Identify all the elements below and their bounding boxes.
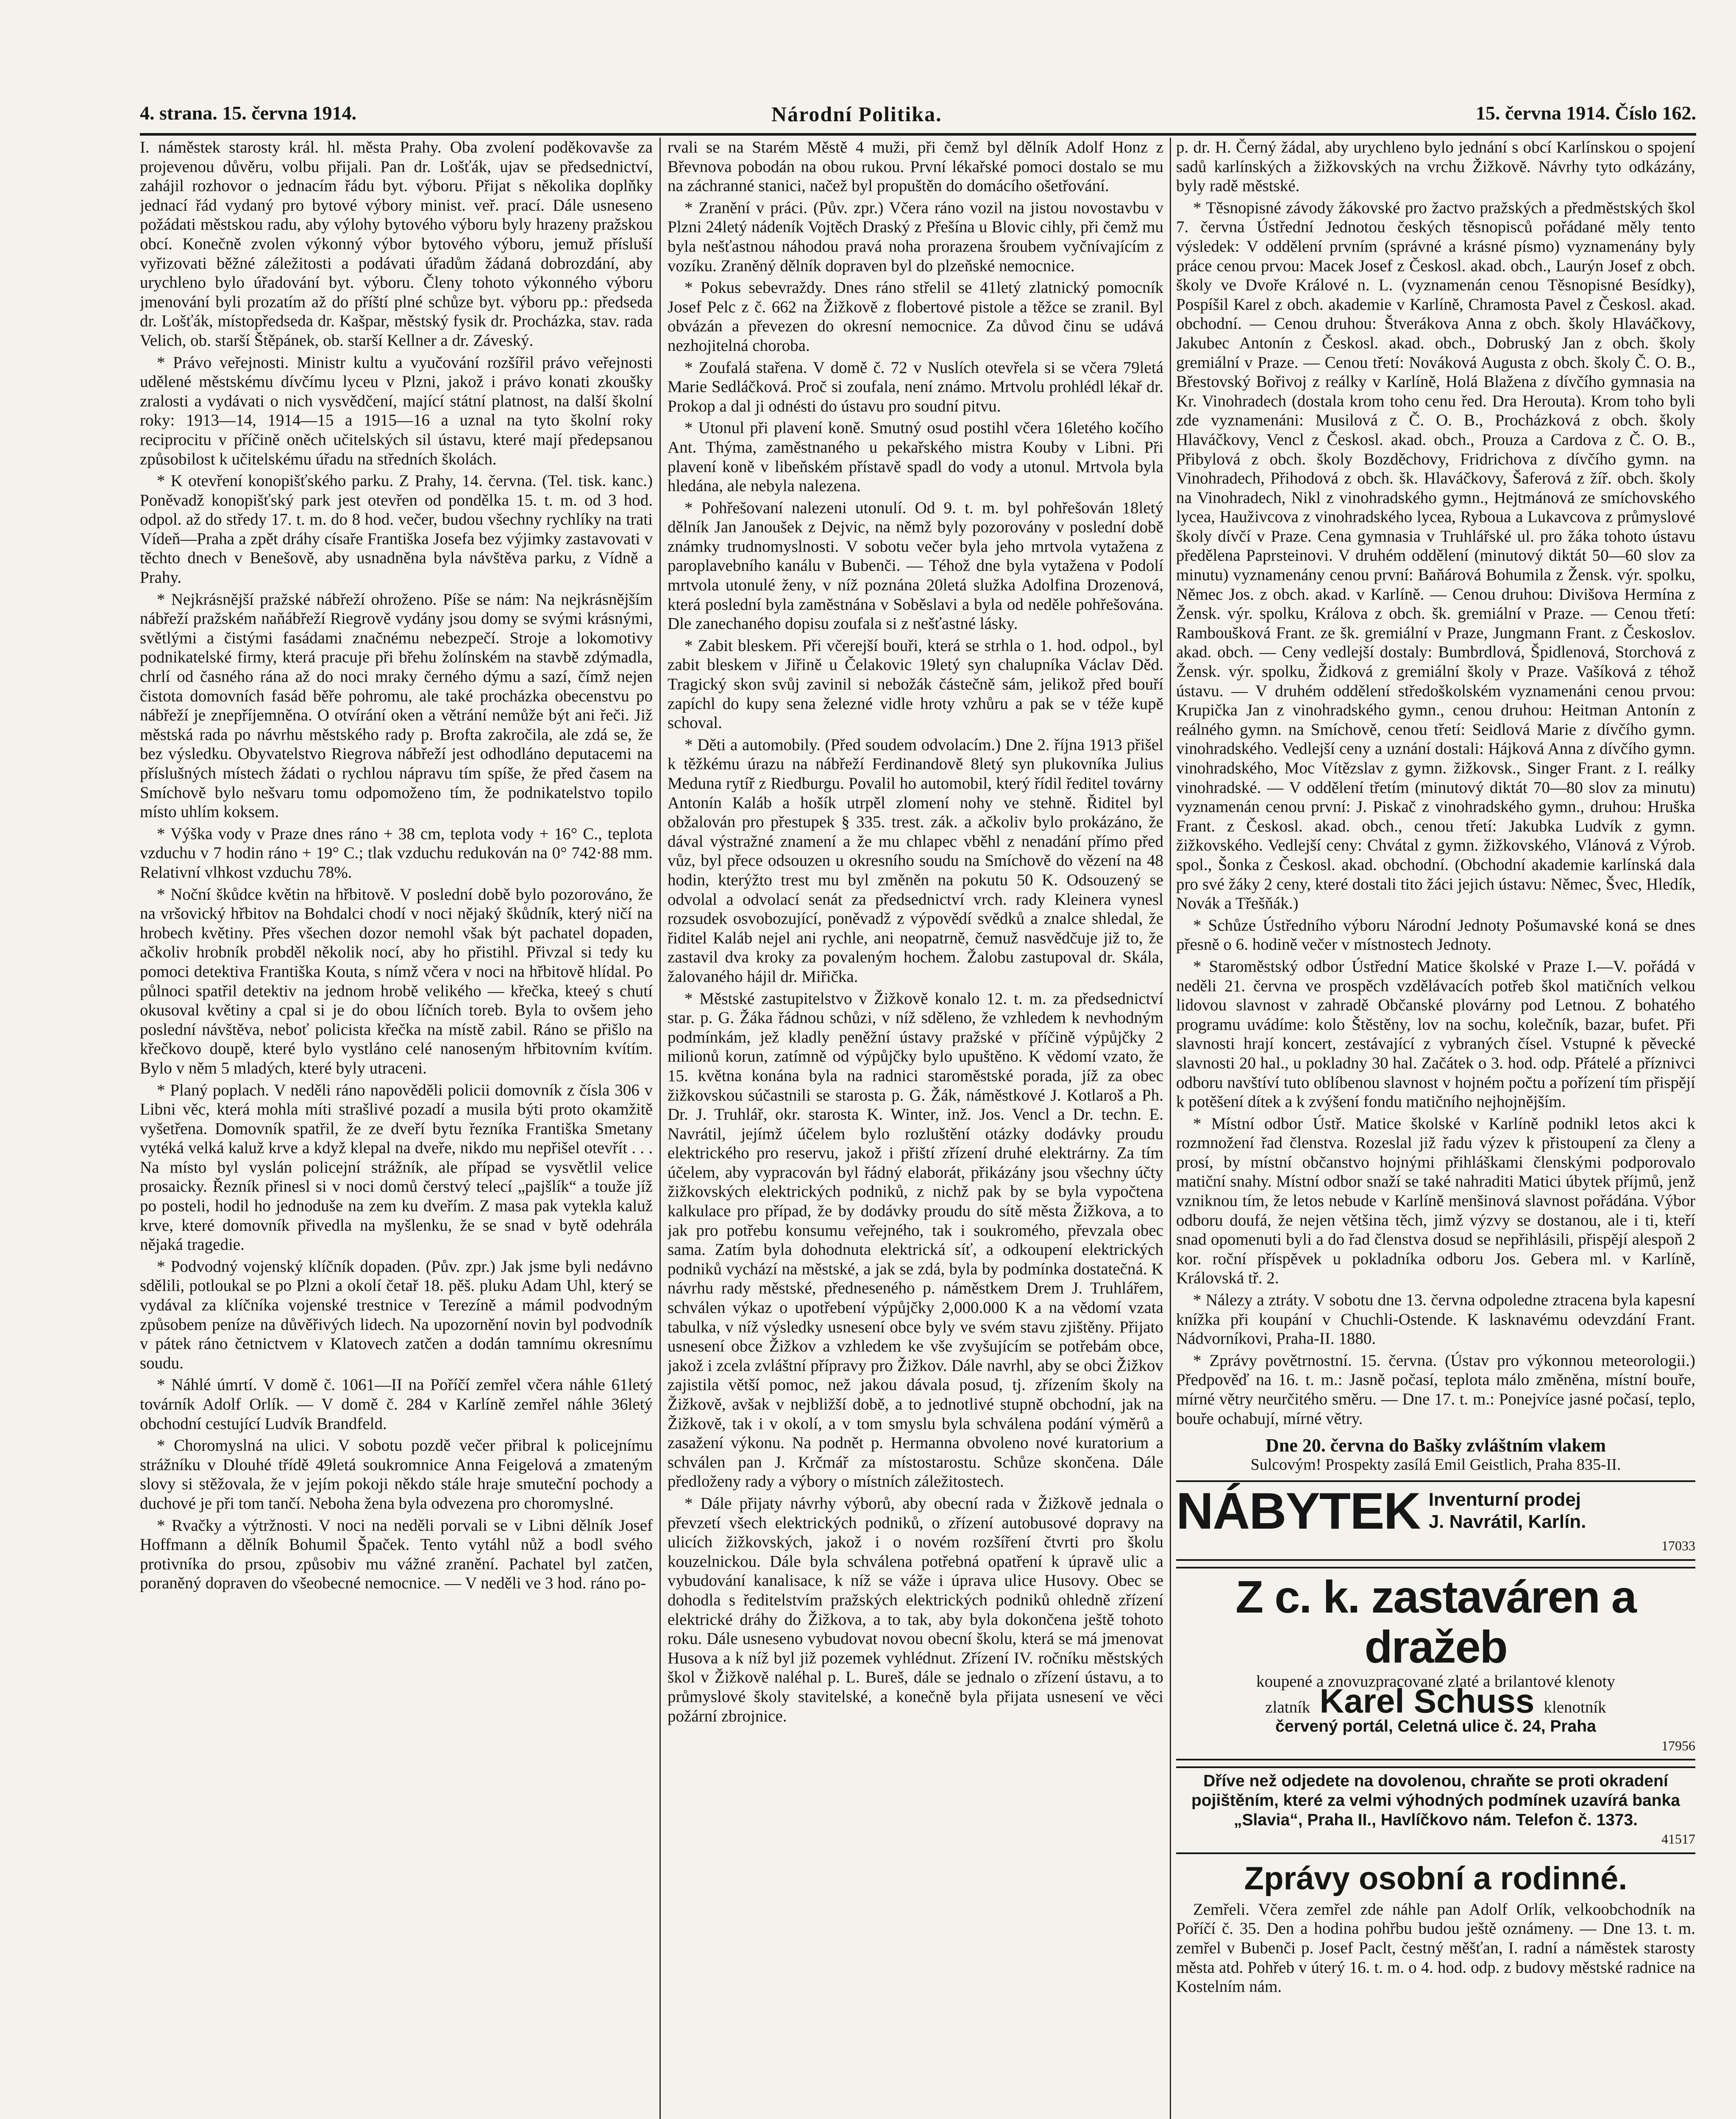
article: * Dále přijaty návrhy výborů, aby obecní rada v Žižkově jednala o převzetí všech elektrických podniků, o zřízení autobusové dopravy na ulicích žižkovských, jakož i o novém rozšíření čtvrti pro školu kouzelnickou. Dále byla schválena potřebná opatření k úpravě ulic a vybudování kanalisace, k níž se váže i úprava ulice Husovy. Obec se dohodla s ředitelstvím pražských elektrických podniků ohledně zřízení elektrické dráhy do Žižkova, a to tak, aby byla dokončena ještě tohoto roku. Dále usneseno vybudovat novou obecní školu, která se má jmenovat Husova a k níž byl již pozemek vyhlédnut. Zřízení IV. ročníku městských škol v Žižkově naléhal p. L. Bureš, dále se jednalo o zřízení ústavu, a to průmyslové školy stavitelské, a konečně byla přijata usnesení ve věci požární zbrojnice. <box>668 1494 1163 1725</box>
article: p. dr. H. Černý žádal, aby urychleno bylo jednání s obcí Karlínskou o spojení sadů karlínských a žižkovských na vrchu Žižkově. Návrhy tyto odkázány, byly radě městské. <box>1176 138 1695 195</box>
article: * Staroměstský odbor Ústřední Matice školské v Praze I.—V. pořádá v neděli 21. června ve prospěch vzdělávacích potřeb škol matičních velkou lidovou slavnost v zahradě Občanské plovárny pod Letnou. Z bohatého programu uvádíme: kolo Štěstěny, lov na sochu, kolečník, bazar, bufet. Při slavnosti hrají koncert, zestávající z vybraných čísel. Vstupné k pěvecké slavnosti 20 hal., u pokladny 30 hal. Začátek o 3. hod. odp. Přátelé a příznivci odboru navštíví tuto oblíbenou slavnost v hojném počtu a pořízení tím přispějí k potěšení dítek a k zvýšení fondu matičního nejhojnějším. <box>1176 957 1695 1111</box>
article: * Schůze Ústředního výboru Národní Jednoty Pošumavské koná se dnes přesně o 6. hodině večer v místnostech Jednoty. <box>1176 916 1695 954</box>
ad-schuss-name: Karel Schuss <box>1319 1682 1535 1720</box>
column-divider <box>1170 138 1171 2119</box>
header-right: 15. června 1914. Číslo 162. <box>1475 102 1696 124</box>
article: * Výška vody v Praze dnes ráno + 38 cm, teplota vody + 16° C., teplota vzduchu v 7 hodin ráno + 19° C.; tlak vzduchu redukován na 0° 742·88 mm. Relativní vlhkost vzduchu 78%. <box>140 824 653 882</box>
ad-number: 41517 <box>1661 1831 1695 1847</box>
article: * Místní odbor Ústř. Matice školské v Karlíně podnikl letos akci k rozmnožení řad členstva. Rozeslal již řadu výzev k přistoupení za členy a prosí, by místní občanstvo hojnými přihláškami členskými podporovalo matiční snahy. Místní odbor snaží se také nahraditi Matici úbytek příjmů, jenž vzniknou tím, že letos nebude v Karlíně menšinová slavnost pořádána. Výbor odboru doufá, že nejen většina těch, jimž výzvy se dostanou, ale i ti, kteří snad opomenuti byli a do řad členstva dosud se nepřihlásili, přispějí alespoň 2 kor. roční příspěvek u pokladníka odboru Jos. Gebera ml. v Karlíně, Královská tř. 2. <box>1176 1114 1695 1288</box>
ad-number: 17033 <box>1661 1538 1695 1554</box>
header-rule <box>140 133 1696 136</box>
article: * Těsnopisné závody žákovské pro žactvo pražských a předměstských škol 7. června Ústřední Jednotou českých těsnopisců pořádané měly tento výsledek: V oddělení prvním (správné a krásné písmo) vyznamenány byly práce cenou prvou: Macek Josef z Českosl. akad. obch., Laurýn Josef z obch. školy ve Dvoře Králové n. L. (vyznamenán cenou Těsnopisné Besídky), Pospíšil Karel z obch. akademie v Karlíně, Chramosta Pavel z Českosl. akad. obchodní. — Cenou druhou: Štverákova Anna z obch. školy Hlaváčkovy, Jakubec Antonín z Českosl. akad. obch., Dobruský Jan z obch. školy gremiální v Praze. — Cenou třetí: Nováková Augusta z obch. školy Č. O. B., Břestovský Bořivoj z reálky v Karlíně, Holá Blažena z dívčího gymnasia na Kr. Vinohradech (dostala krom toho cenu řed. Dra Herouta). Krom toho byli zde vyznamenáni: Musilová z Č. O. B., Procházková z obch. školy Hlaváčkovy, Vencl z Českosl. akad. obch., Prouza a Cardova z Č. O. B., Přibylová z obch. školy Bozděchovy, Fridrichova z dívčího gymn. na Vinohradech, Přihodová z obch. šk. Hlaváčkovy, Šaferová z žíř. obch. školy na Vinohradech, Nikl z vinohradského gymn., Hejtmánová ze smíchovského lycea, Hauživcova z vinohradského lycea, Ryboua a Lukavcova z průmyslové školy dívčí v Praze. Cena gymnasia v Truhlářské ul. pro žáka tohoto ústavu předělena Paprsteinovi. V druhém oddělení (minutový diktát 50—60 slov za minutu) vyznamenány cenou první: Baňárová Bohumila z Žensk. výr. spolku, Němec Jos. z obch. akad. v Karlíně. — Cenou druhou: Divišova Hermína z Žensk. výr. spolku, Králova z obch. šk. gremiální v Praze. — Cenou třetí: Ramboušková Frant. ze šk. gremiální v Praze, Jungmann Frant. z Českoslov. akad. obch. — Ceny vedlejší dostaly: Bumbrdlová, Špidlenová, Storchová z Žensk. výr. spolku, Židková z gremiální školy v Praze. Vašíková z téhož ústavu. — V druhém oddělení středoškolském vyznamenáni cenou prvou: Krupička Jan z vinohradského gymn., cenou druhou: Heitman Antonín z reálného gymn. na Smíchově, cenou třetí: Seidlová Marie z dívčího gymn. vinohradského. Vedlejší ceny a uznání dostali: Hájková Anna z dívčího gymn. vinohradského, Moc Vítězslav z gymn. žižkovsk., Singer Frant. z I. reálky vinohradské. — V oddělení třetím (minutový diktát 70—80 slov za minutu) vyznamenán cenou první: J. Piskač z vinohradského gymn., druhou: Hruška Frant. z Českosl. akad. obch., cenou třetí: Jakubka Ludvík z gymn. žižkovského. Vedlejší ceny: Chvátal z gymn. žižkovského, Vlánová z Výrob. spol., Šonka z Českosl. akad. obchodní. (Obchodní akademie karlínská dala pro své žáky 2 ceny, které dostali tito žáci jejich ústavu: Němec, Švec, Hledík, Novák a Třešňák.) <box>1176 198 1695 913</box>
ad-nabytek-title: NÁBYTEK <box>1176 1482 1420 1540</box>
column-divider <box>659 138 661 2119</box>
article: * Nejkrásnější pražské nábřeží ohroženo. Píše se nám: Na nejkrásnějším nábřeží pražském naňábřeží Riegrově vydány jsou domy se svými krásnými, světlými a čistými fasádami značnému nebezpečí. Stroje a lokomotivy podnikatelské firmy, která pracuje při břehu žolínském na stavbě zdýmadla, chrlí od časného rána až do noci mraky černého dýmu a sazí, čímž nejen čistota domovních fasád běře pohromu, ale také procházka obecenstvu po nábřeží je znepříjemněna. O otvírání oken a větrání nemůže být ani řeči. Již městská rada po návrhu městského rady p. Brofta zakročila, ale zdá se, že bez výsledku. Obyvatelstvo Riegrova nábřeží jest odhodláno deputacemi na příslušných místech žádati o rychlou nápravu tím spíše, že před časem na Smíchově bylo nešvaru tomu odpomoženo tím, že podnikatelstvo topilo místo uhlím koksem. <box>140 590 653 821</box>
column-1 <box>140 138 653 2119</box>
article: * Náhlé úmrtí. V domě č. 1061—II na Poříčí zemřel včera náhle 61letý továrník Adolf Orlík. — V domě č. 284 v Karlíně zemřel náhle 36letý obchodní cestující Ludvík Brandfeld. <box>140 1376 653 1433</box>
ad-schuss-address: červený portál, Celetná ulice č. 24, Praha <box>1275 1717 1596 1736</box>
article: * Nálezy a ztráty. V sobotu dne 13. června odpoledne ztracena byla kapesní knížka při koupání v Chuchli-Ostende. K lasknavému odevzdání Frant. Nádvorníkovi, Praha-II. 1880. <box>1176 1291 1695 1348</box>
ad-slavia <box>1176 1766 1695 1854</box>
ad-schuss-title: Z c. k. zastaváren a dražeb <box>1235 1571 1636 1672</box>
article: * Městské zastupitelstvo v Žižkově konalo 12. t. m. za předsednictví star. p. G. Žáka řádnou schůzi, v níž sděleno, že vzhledem k nevhodným podmínkám, jež kladly peněžní ústavy pražské v příčině výpůjčky 2 milionů korun, zatímně od výpůjčky bylo upuštěno. K vědomí vzato, že 15. května konána byla na radnici staroměstské porada, jíž za obec žižkovskou súčastnili se starosta p. G. Žák, náměstkové J. Kotlaroš a Ph. Dr. J. Truhlář, okr. starosta K. Winter, inž. Jos. Vencl a Dr. techn. E. Navrátil, jejímž účelem bylo rozluštění otázky dodávky proudu elektrického pro reservu, jakož i přiští zřízení druhé elektrárny. Za tím účelem, aby vypracován byl řádný elaborát, přikázány jsou všechny účty žižkovských elektrických podniků, z nichž pak by se byla vypočtena kalkulace pro případ, že by dodávky proudu do sítě města Žižkova, a to jak pro potřebu konsumu veřejného, tak i soukromého, převzala obec sama. Zatím byla dohodnuta elektrická síť, a odkoupení elektrických podniků vychází na městské, a jak se zdá, byla by podmínka dostatečná. K návrhu rady městské, předneseného p. náměstkem Drem J. Truhlářem, schválen výkaz o upotřebení výpůjčky 2,000.000 K a na vědomí vzata tabulka, v níž výsledky usnesení obce byly ve svém stavu zjištěny. Přijato usnesení obce Žižkov a vzhledem ke vše zvyšujícím se potřebám obce, jakož i zcela zvláštní přípravy pro Žižkov. Dále navrhl, aby se obci Žižkov zajistila větší pomoc, než jakou dávala posud, tj. zřízením školy na Žižkově, avšak v nejbližší době, a to jednotlivé stupně obchodní, jak na Žižkově, tak i v okolí, a v tom smyslu byla schválena podání výměrů a zasažení výkonu. Na podnět p. Hermanna obvoleno nové kuratorium a schválen pan J. Krčmář za místostarostu. Schůze skončena. Dále předloženy rady a výbory o místních záležitostech. <box>668 989 1163 1491</box>
ad-basky-line2: Sulcovým! Prospekty zasílá Emil Geistlich, Praha 835-II. <box>1250 1455 1621 1474</box>
article: * Zprávy povětrnostní. 15. června. (Ústav pro výkonnou meteorologii.) Předpověď na 16. t. m.: Jasně počasí, teplota málo změněna, místní bouře, mírné větry neurčitého směru. — Dne 17. t. m.: Ponejvíce jasné počasí, teplo, bouře ochabují, mírné větry. <box>1176 1351 1695 1428</box>
ad-schuss-pre: zlatník <box>1265 1698 1310 1716</box>
ad-nabytek-line2: J. Navrátil, Karlín. <box>1428 1511 1586 1532</box>
article: * Utonul při plavení koně. Smutný osud postihl včera 16letého kočího Ant. Thýma, zaměstnaného u pekařského mistra Kouby v Libni. Při plavení koně v libeňském přístavě spadl do vody a utonul. Mrtvola byla hledána, ale nebyla nalezena. <box>668 419 1163 495</box>
article: I. náměstek starosty král. hl. města Prahy. Oba zvolení poděkovavše za projevenou důvěru, volbu přijali. Pan dr. Lošťák, ujav se předsednictví, zahájil rozhovor o jednacím řádu byt. výboru. Přijat s několika doplňky jednací řád vydaný pro bytové výbory minist. veř. prací. Dále usneseno požádati městskou radu, aby výlohy bytového výboru byly hrazeny pražskou obcí. Konečně zvolen výkonný výbor bytového výboru, jemuž přísluší vyřizovati běžné záležitosti a podávati úřadům žádaná dobrozdání, aby urychleno bylo úřadování byt. výboru. Členy tohoto výkonného výboru jmenování byli prozatím až do příští plné schůze byt. výboru pp.: předseda dr. Lošťák, místopředseda dr. Kašpar, městský fysik dr. Procházka, stav. rada Velich, ob. starší Štěpánek, ob. starší Kellner a dr. Záveský. <box>140 138 653 350</box>
article: * K otevření konopišťského parku. Z Prahy, 14. června. (Tel. tisk. kanc.) Poněvadž konopišťský park jest otevřen od pondělka 15. t. m. od 3 hod. odpol. až do středy 17. t. m. do 8 hod. večer, budou všechny rychlíky na trati Vídeň—Praha a zpět dráhy císaře Františka Josefa bez výjimky zastavovati v těchto dnech v Benešově, aby usnadněna byla návštěva parku, z Vídně a Prahy. <box>140 472 653 587</box>
article: * Zoufalá stařena. V domě č. 72 v Nuslích otevřela si se včera 79letá Marie Sedláčková. Proč si zoufala, není známo. Mrtvolu prohlédl lékař dr. Prokop a dal ji odnésti do ústavu pro soudní pitvu. <box>668 358 1163 415</box>
article: * Choromyslná na ulici. V sobotu pozdě večer přibral k policejnímu strážníku v Dlouhé třídě 49letá soukromnice Anna Feigelová a zmateným slovy si stěžovala, že v jejím pokoji někdo stále hraje smuteční pochody a duchové je při tom tančí. Neboha žena byla odvezena pro choromyslné. <box>140 1436 653 1513</box>
ad-nabytek <box>1176 1480 1695 1561</box>
section-title: Zprávy osobní a rodinné. <box>1244 1860 1628 1897</box>
article: * Rvačky a výtržnosti. V noci na neděli porvali se v Libni dělník Josef Hoffmann a dělník Bohumil Špaček. Tento vytáhl nůž a bodl svého protivníka do prsou, způsobiv mu vážné zranění. Pachatel byl zatčen, poraněný dopraven do všeobecné nemocnice. — V neděli ve 3 hod. ráno po- <box>140 1516 653 1593</box>
ad-schuss <box>1176 1567 1695 1760</box>
article: rvali se na Starém Městě 4 muži, při čemž byl dělník Adolf Honz z Břevnova pobodán na obou rukou. První lékařské pomoci dostalo se mu na záchranné stanici, načež byl propuštěn do domácího ošetřování. <box>668 138 1163 195</box>
ad-schuss-line1: koupené a znovuzpracované zlaté a brilantové klenoty <box>1256 1672 1615 1691</box>
column-3 <box>1176 138 1695 2119</box>
page-header <box>140 102 1696 127</box>
ad-nabytek-line1: Inventurní prodej <box>1428 1489 1581 1510</box>
article: * Noční škůdce květin na hřbitově. V poslední době bylo pozorováno, že na vršovický hřbitov na Bohdalci chodí v noci nějaký škůdník, který ničí na hrobech květiny. Přes všechen dozor nemohl však být pachatel dopaden, ačkoliv hrobník probděl několik nocí, aby ho přistihl. Přivzal si tedy ku pomoci detektiva Františka Kouta, s nímž včera v noci na hřbitově hlídal. Po půlnoci spatřil detektiv na jednom hrobě velikého — křečka, kteeý s chutí okusoval květiny a cpal si je do obou líčních toreb. Byla to ovšem jeho poslední návštěva, neboť policista křečka na místě zabil. Ráno se přišlo na křečkovo doupě, které bylo vystláno celé nanoseným hřbitovním kvítím. Bylo v něm 5 mladých, které byly utraceni. <box>140 885 653 1077</box>
ad-schuss-post: klenotník <box>1544 1698 1606 1716</box>
article: * Podvodný vojenský klíčník dopaden. (Pův. zpr.) Jak jsme byli nedávno sdělili, potloukal se po Plzni a okolí četař 18. pěš. pluku Adam Uhl, který se vydával za klíčníka vojenské trestnice v Terezíně a mámil podvodným způsobem peníze na důvěřivých lidech. Na upozornění novin byl podvodník v pátek ráno četnictvem v Klatovech zatčen a dodán tamnímu okresnímu soudu. <box>140 1257 653 1372</box>
article: * Zranění v práci. (Pův. zpr.) Včera ráno vozil na jistou novostavbu v Plzni 24letý nádeník Vojtěch Draský z Přešína u Blovic cihly, při čemž mu byla nešťastnou náhodou pravá noha prorazena šroubem vyčnívajícím z vozíku. Zraněný dělník dopraven byl do plzeňské nemocnice. <box>668 198 1163 275</box>
header-left: 4. strana. 15. června 1914. <box>140 102 357 124</box>
article: * Právo veřejnosti. Ministr kultu a vyučování rozšířil právo veřejnosti udělené městskému dívčímu lyceu v Plzni, jakož i právo konati zkoušky zralosti a vydávati o nich vysvědčení, mající státní platnost, na další školní roky: 1913—14, 1914—15 a 1915—16 a uznal na tyto školní roky reciprocitu v příčině oněch učitelských sil ústavu, které mají předepsanou způsobilost k učitelskému úřadu na středních školách. <box>140 353 653 468</box>
article: Zemřeli. Včera zemřel zde náhle pan Adolf Orlík, velkoobchodník na Poříčí č. 35. Den a hodina pohřbu budou ještě oznámeny. — Dne 13. t. m. zemřel v Bubenči p. Josef Paclt, čestný měšťan, I. radní a náměstek starosty města atd. Pohřeb v úterý 16. t. m. o 4. hod. odp. z budovy městské radnice na Kostelním nám. <box>1176 1900 1695 1996</box>
ad-number: 17956 <box>1661 1738 1695 1753</box>
article: * Pokus sebevraždy. Dnes ráno střelil se 41letý zlatnický pomocník Josef Pelc z č. 662 na Žižkově z flobertové pistole a těžce se zranil. Byl obvázán a převezen do okresní nemocnice. Za důvod činu se udává nezhojitelná choroba. <box>668 278 1163 355</box>
masthead-title: Národní Politika. <box>771 102 942 126</box>
article: * Pohřešovaní nalezeni utonulí. Od 9. t. m. byl pohřešován 18letý dělník Jan Janoušek z Dejvic, na němž byly pozorovány v poslední době známky trudnomyslnosti. V sobotu večer byla jeho mrtvola vytažena z paroplavebního kanálu v Bubenči. — Téhož dne byla vytažena v Podolí mrtvola utonulé ženy, v níž poznána 20letá služka Adolfina Drozenová, která poslední byla zaměstnána v Soběslavi a byla od neděle pohřešována. Dle zanechaného dopisu zoufala si z nešťastné lásky. <box>668 498 1163 633</box>
ad-basky-line1: Dne 20. června do Bašky zvláštním vlakem <box>1266 1435 1606 1456</box>
article: * Zabit bleskem. Při včerejší bouři, která se strhla o 1. hod. odpol., byl zabit bleskem v Jiřině u Čelakovic 19letý syn chalupníka Václav Děd. Tragický skon svůj zavinil si nebožák částečně sám, jelikož před bouří zapíchl do kupy sena železné vidle hroty vzhůru a pak se v téže kupě schoval. <box>668 636 1163 732</box>
ad-basky <box>1176 1436 1695 1474</box>
column-2 <box>668 138 1163 2119</box>
article: * Planý poplach. V neděli ráno napověděli policii domovník z čísla 306 v Libni věc, která mohla míti strašlivé pozadí a musila býti proto okamžitě vyšetřena. Domovník spatřil, že ze dveří bytu řezníka Františka Smetany vytéká velká kaluž krve a když klepal na dveře, nikdo mu nepřišel otevřít . . . Na místo byl vyslán policejní strážník, ale případ se vysvětlil velice prosaicky. Řezník přinesl si v noci domů čerstvý telecí „pajšlík“ a touže jíž po posteli, hodil ho jednoduše na zem ku dveřím. Z masa pak vytekla kaluž krve, které domovník přivedla na myšlenku, že se snad v bytě odehrála nějaká tragedie. <box>140 1081 653 1254</box>
article: * Děti a automobily. (Před soudem odvolacím.) Dne 2. října 1913 přišel k těžkému úrazu na nábřeží Ferdinandově 8letý syn plukovníka Julius Meduna rytíř z Riedburgu. Povalil ho automobil, který řídil ředitel továrny Antonín Kaláb a hošík utrpěl zlomení nohy ve stehně. Řiditel byl obžalován pro přestupek § 335. trest. zák. a ačkoliv bylo prokázáno, že dával výstražné znamení a že mu chlapec vběhl z nenadání přímo před vůz, byl přece odsouzen u okresního soudu na Smíchově do vězení na 48 hodin, kterýžto trest mu byl změněn na pokutu 50 K. Odsouzený se odvolal a odvolací senát za předsednictví vrch. rady Kleinera vynesl rozsudek osvobozující, poněvadž z výpovědí svědků a znalce shledal, že řiditel Kaláb nejel ani rychle, ani neopatrně, čemuž nasvědčuje již to, že zastavil dva kroky za povaleným hochem. Žalobu zastupoval dr. Skála, žalovaného hájil dr. Miřička. <box>668 735 1163 986</box>
ad-slavia-text: Dříve než odjedete na dovolenou, chraňte se proti okradení pojištěním, které za velmi výhodných podmínek uzavírá banka „Slavia“, Praha II., Havlíčkovo nám. Telefon č. 1373. <box>1191 1772 1680 1829</box>
